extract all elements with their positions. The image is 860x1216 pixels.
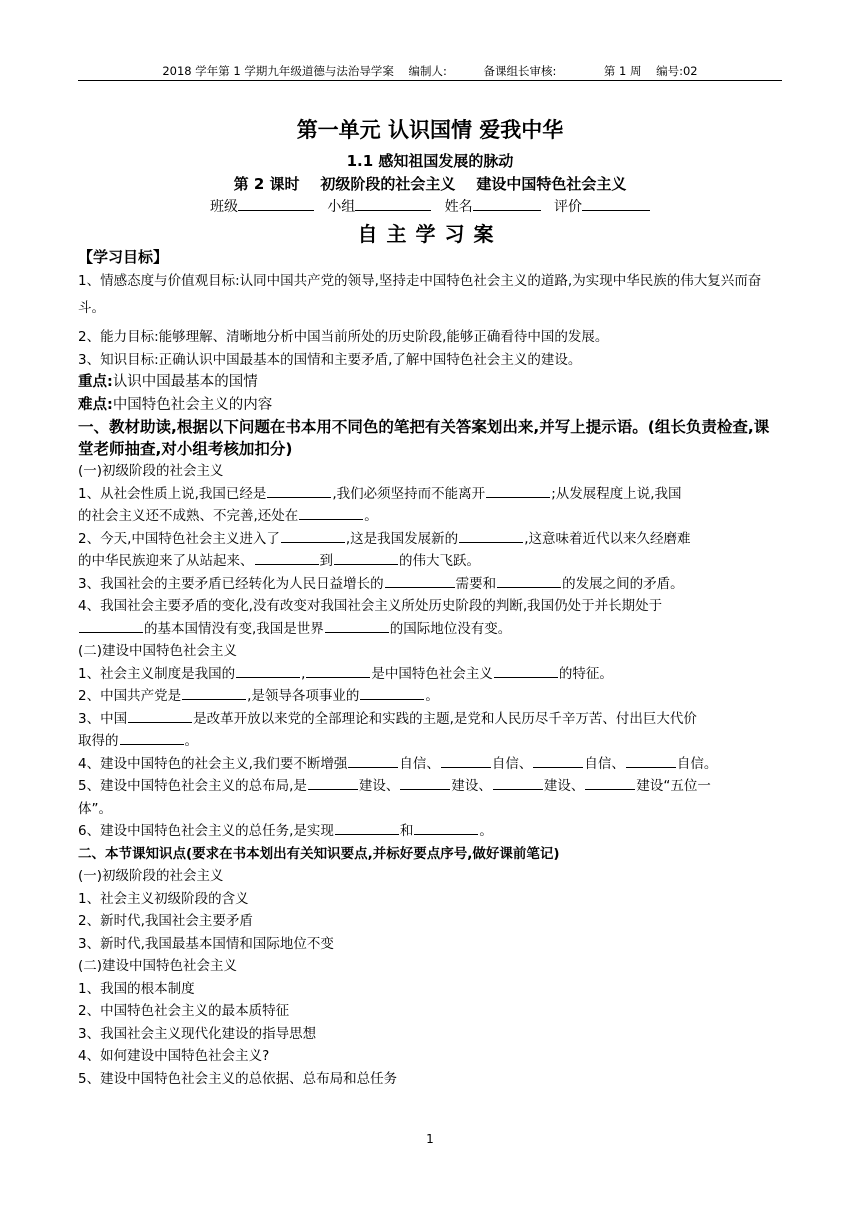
goal-2: 2、能力目标:能够理解、清晰地分析中国当前所处的历史阶段,能够正确看待中国的发展。 (78, 329, 609, 345)
document-body (78, 246, 782, 1090)
key-point (78, 371, 782, 394)
answer-blank[interactable] (335, 822, 399, 835)
group-blank[interactable] (355, 197, 431, 211)
key-label: 重点: (78, 374, 113, 390)
answer-blank[interactable] (325, 620, 389, 633)
question-1-cont: 的社会主义还不成熟、不完善,还处在 。 (78, 508, 378, 524)
question-9-cont: 体”。 (78, 800, 112, 817)
part2-heading: 二、本节课知识点(要求在书本划出有关知识要点,并标好要点序号,做好课前笔记) (78, 845, 560, 862)
question-7-cont: 取得的 。 (78, 733, 198, 749)
name-blank[interactable] (473, 197, 541, 211)
answer-blank[interactable] (306, 665, 370, 678)
goal-3: 3、知识目标:正确认识中国最基本的国情和主要矛盾,了解中国特色社会主义的建设。 (78, 351, 582, 368)
part2-subheading-1: (一)初级阶段的社会主义 (78, 868, 224, 884)
question-5: 1、社会主义制度是我国的 , 是中国特色社会主义 的特征。 (78, 665, 613, 682)
lesson-title: 第 2 课时 初级阶段的社会主义 建设中国特色社会主义 (233, 175, 627, 193)
class-blank[interactable] (238, 197, 314, 211)
knowledge-item: 3、我国社会主义现代化建设的指导思想 (78, 1025, 317, 1042)
part1-subheading-1: (一)初级阶段的社会主义 (78, 463, 224, 479)
unit-title: 第一单元 认识国情 爱我中华 (296, 117, 564, 142)
answer-blank[interactable] (493, 777, 543, 790)
answer-blank[interactable] (79, 620, 143, 633)
answer-blank[interactable] (182, 687, 246, 700)
answer-blank[interactable] (308, 777, 358, 790)
part1-subheading-2: (二)建设中国特色社会主义 (78, 643, 238, 659)
knowledge-item: 2、新时代,我国社会主要矛盾 (78, 913, 253, 929)
answer-blank[interactable] (120, 732, 184, 745)
answer-blank[interactable] (459, 530, 523, 543)
part2-subheading-2: (二)建设中国特色社会主义 (78, 958, 238, 974)
lesson-subtitle: 1.1 感知祖国发展的脉动 (346, 152, 514, 170)
knowledge-item: 1、我国的根本制度 (78, 980, 195, 997)
answer-blank[interactable] (533, 755, 583, 768)
answer-blank[interactable] (281, 530, 345, 543)
question-3: 3、我国社会的主要矛盾已经转化为人民日益增长的 需要和 的发展之间的矛盾。 (78, 575, 684, 592)
answer-blank[interactable] (441, 755, 491, 768)
diff-text: 中国特色社会主义的内容 (112, 396, 273, 413)
question-8: 4、建设中国特色的社会主义,我们要不断增强 自信、 自信、 自信、 自信。 (78, 755, 718, 772)
answer-blank[interactable] (385, 575, 455, 588)
eval-blank[interactable] (582, 197, 650, 211)
answer-blank[interactable] (585, 777, 635, 790)
section-title: 自主学习案 (357, 222, 503, 246)
question-6: 2、中国共产党是 ,是领导各项事业的 。 (78, 688, 439, 704)
answer-blank[interactable] (494, 665, 558, 678)
goals-header: 【学习目标】 (78, 248, 169, 266)
answer-blank[interactable] (299, 507, 363, 520)
eval-label: 评价 (554, 199, 583, 215)
part1-heading: 一、教材助读,根据以下问题在书本用不同色的笔把有关答案划出来,并写上提示语。(组长负责检查,课堂老师抽查,对小组考核加扣分) (78, 418, 770, 458)
header-rule (78, 80, 782, 81)
knowledge-item: 4、如何建设中国特色社会主义? (78, 1048, 270, 1064)
group-label: 小组 (327, 199, 356, 215)
question-10: 6、建设中国特色社会主义的总任务,是实现 和 。 (78, 823, 493, 839)
knowledge-item: 1、社会主义初级阶段的含义 (78, 890, 249, 907)
question-1: 1、从社会性质上说,我国已经是 ,我们必须坚持而不能离开 ;从发展程度上说,我国 (78, 485, 682, 502)
answer-blank[interactable] (334, 552, 398, 565)
answer-blank[interactable] (128, 710, 192, 723)
question-4: 4、我国社会主要矛盾的变化,没有改变对我国社会主义所处历史阶段的判断,我国仍处于并长期处于 (78, 598, 663, 614)
page-number: 1 (426, 1132, 434, 1146)
name-label: 姓名 (444, 199, 473, 215)
answer-blank[interactable] (267, 485, 331, 498)
difficult-point (78, 394, 782, 417)
question-7: 3、中国 是改革开放以来党的全部理论和实践的主题,是党和人民历尽千辛万苦、付出巨大代价 (78, 710, 697, 727)
knowledge-item: 5、建设中国特色社会主义的总依据、总布局和总任务 (78, 1070, 398, 1087)
page-header: 2018 学年第 1 学期九年级道德与法治导学案 编制人: 备课组长审核: 第 1 周 编号:02 (162, 64, 698, 78)
diff-label: 难点: (78, 396, 113, 413)
answer-blank[interactable] (348, 755, 398, 768)
class-label: 班级 (209, 199, 238, 215)
knowledge-item: 3、新时代,我国最基本国情和国际地位不变 (78, 935, 334, 952)
answer-blank[interactable] (497, 575, 561, 588)
answer-blank[interactable] (255, 552, 319, 565)
question-9: 5、建设中国特色社会主义的总布局,是 建设、 建设、 建设、 建设“五位一 (78, 778, 711, 794)
answer-blank[interactable] (400, 777, 450, 790)
answer-blank[interactable] (626, 755, 676, 768)
answer-blank[interactable] (360, 687, 424, 700)
goal-1: 1、情感态度与价值观目标:认同中国共产党的领导,坚持走中国特色社会主义的道路,为实现中华民族的伟大复兴而奋斗。 (78, 273, 762, 316)
knowledge-item: 2、中国特色社会主义的最本质特征 (78, 1003, 290, 1019)
answer-blank[interactable] (486, 485, 550, 498)
key-text: 认识中国最基本的国情 (112, 374, 258, 390)
answer-blank[interactable] (236, 665, 300, 678)
question-4-cont: 的基本国情没有变,我国是世界 的国际地位没有变。 (78, 618, 782, 641)
question-2: 2、今天,中国特色社会主义进入了 ,这是我国发展新的 ,这意味着近代以来久经磨难 (78, 530, 691, 547)
question-2-cont: 的中华民族迎来了从站起来、 到 的伟大飞跃。 (78, 553, 480, 569)
student-info-row (0, 196, 860, 216)
answer-blank[interactable] (414, 822, 478, 835)
